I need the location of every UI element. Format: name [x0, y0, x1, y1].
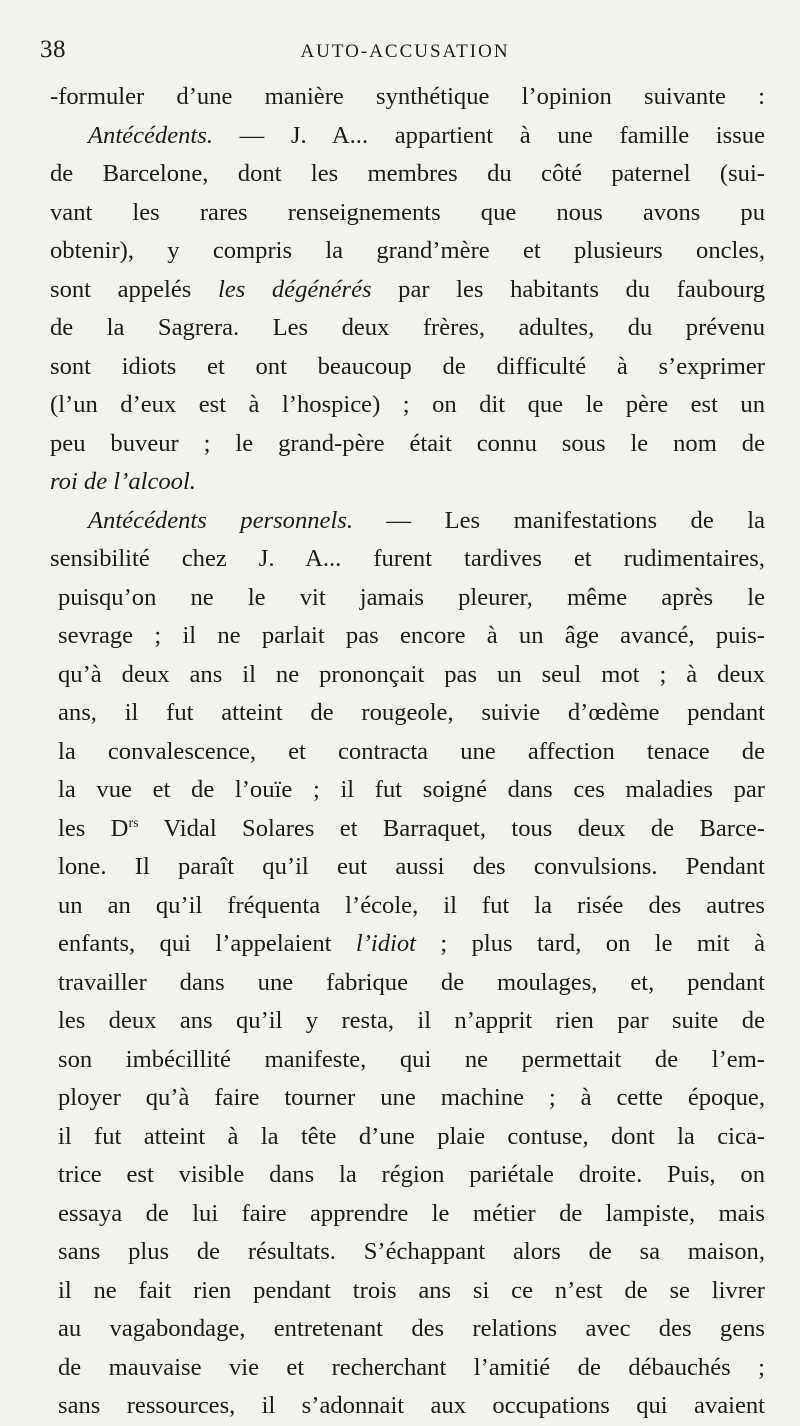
- text-line: son imbécillité manifeste, qui ne permettait de l’em-: [58, 1045, 765, 1073]
- italic-phrase: Antécédents.: [88, 121, 213, 149]
- text-line: sont appelés les dégénérés par les habitants du faubourg: [50, 275, 765, 303]
- text-line: [50, 463, 765, 502]
- text-line: puisqu’on ne le vit jamais pleurer, même après le: [58, 583, 765, 611]
- text-line: peu buveur ; le grand-père était connu sous le nom de: [50, 429, 765, 457]
- running-head: [40, 36, 770, 70]
- text-line: la convalescence, et contracta une affection tenace de: [58, 737, 765, 765]
- text-line: sans ressources, il s’adonnait aux occupations qui avaient: [58, 1392, 765, 1419]
- text-line: Antécédents. — J. A... appartient à une famille issue: [88, 121, 765, 149]
- text-line: qu’à deux ans il ne prononçait pas un seul mot ; à deux: [58, 660, 765, 688]
- text-line: il ne fait rien pendant trois ans si ce n’est de se livrer: [58, 1276, 765, 1304]
- text-line: trice est visible dans la région pariétale droite. Puis, on: [58, 1161, 765, 1188]
- text-line: vant les rares renseignements que nous avons pu: [50, 198, 765, 226]
- text-line: ans, il fut atteint de rougeole, suivie d’œdème pendant: [58, 699, 765, 726]
- text-line: sans plus de résultats. S’échappant alors de sa maison,: [58, 1238, 765, 1265]
- text-line: les deux ans qu’il y resta, il n’apprit rien par suite de: [58, 1007, 765, 1034]
- text-line: les $D^{rs}$ Vidal Solares et Barraquet, tous deux de Barce-: [58, 814, 765, 842]
- text-line: lone. Il paraît qu’il eut aussi des convulsions. Pendant: [58, 853, 765, 880]
- text-line: sont idiots et ont beaucoup de difficulté à s’exprimer: [50, 352, 765, 380]
- text-line: obtenir), y compris la grand’mère et plusieurs oncles,: [50, 237, 765, 264]
- italic-phrase: les dégénérés: [217, 275, 372, 303]
- text-line: de Barcelone, dont les membres du côté paternel (sui-: [50, 160, 765, 187]
- superscript: rs: [128, 815, 139, 831]
- text-line: au vagabondage, entretenant des relations avec des gens: [58, 1315, 765, 1342]
- text-line: ployer qu’à faire tourner une machine ; à cette époque,: [58, 1084, 765, 1111]
- page-number: 38: [40, 36, 66, 63]
- text-line: -formuler d’une manière synthétique l’opinion suivante :: [50, 83, 765, 110]
- text-line: (l’un d’eux est à l’hospice) ; on dit que le père est un: [50, 391, 765, 418]
- running-title: AUTO-ACCUSATION: [300, 41, 510, 62]
- text-line: travailler dans une fabrique de moulages, et, pendant: [58, 968, 765, 996]
- text-line: de mauvaise vie et recherchant l’amitié de débauchés ;: [58, 1353, 765, 1381]
- text-line: sensibilité chez J. A... furent tardives et rudimentaires,: [50, 545, 765, 572]
- text-line: la vue et de l’ouïe ; il fut soigné dans ces maladies par: [58, 776, 765, 803]
- italic-phrase: roi de l’alcool.: [50, 468, 196, 495]
- body-text: [50, 78, 765, 1426]
- text-line: enfants, qui l’appelaient l’idiot ; plus tard, on le mit à: [58, 930, 765, 957]
- text-line: Antécédents personnels. — Les manifestations de la: [88, 506, 765, 534]
- text-line: il fut atteint à la tête d’une plaie contuse, dont la cica-: [58, 1122, 765, 1150]
- text-line: essaya de lui faire apprendre le métier de lampiste, mais: [58, 1199, 765, 1227]
- italic-phrase: l’idiot: [355, 930, 416, 957]
- italic-phrase: Antécédents personnels.: [88, 506, 354, 534]
- text-line: un an qu’il fréquenta l’école, il fut la risée des autres: [58, 891, 765, 919]
- text-line: de la Sagrera. Les deux frères, adultes, du prévenu: [50, 314, 765, 341]
- text-line: sevrage ; il ne parlait pas encore à un âge avancé, puis-: [58, 622, 765, 649]
